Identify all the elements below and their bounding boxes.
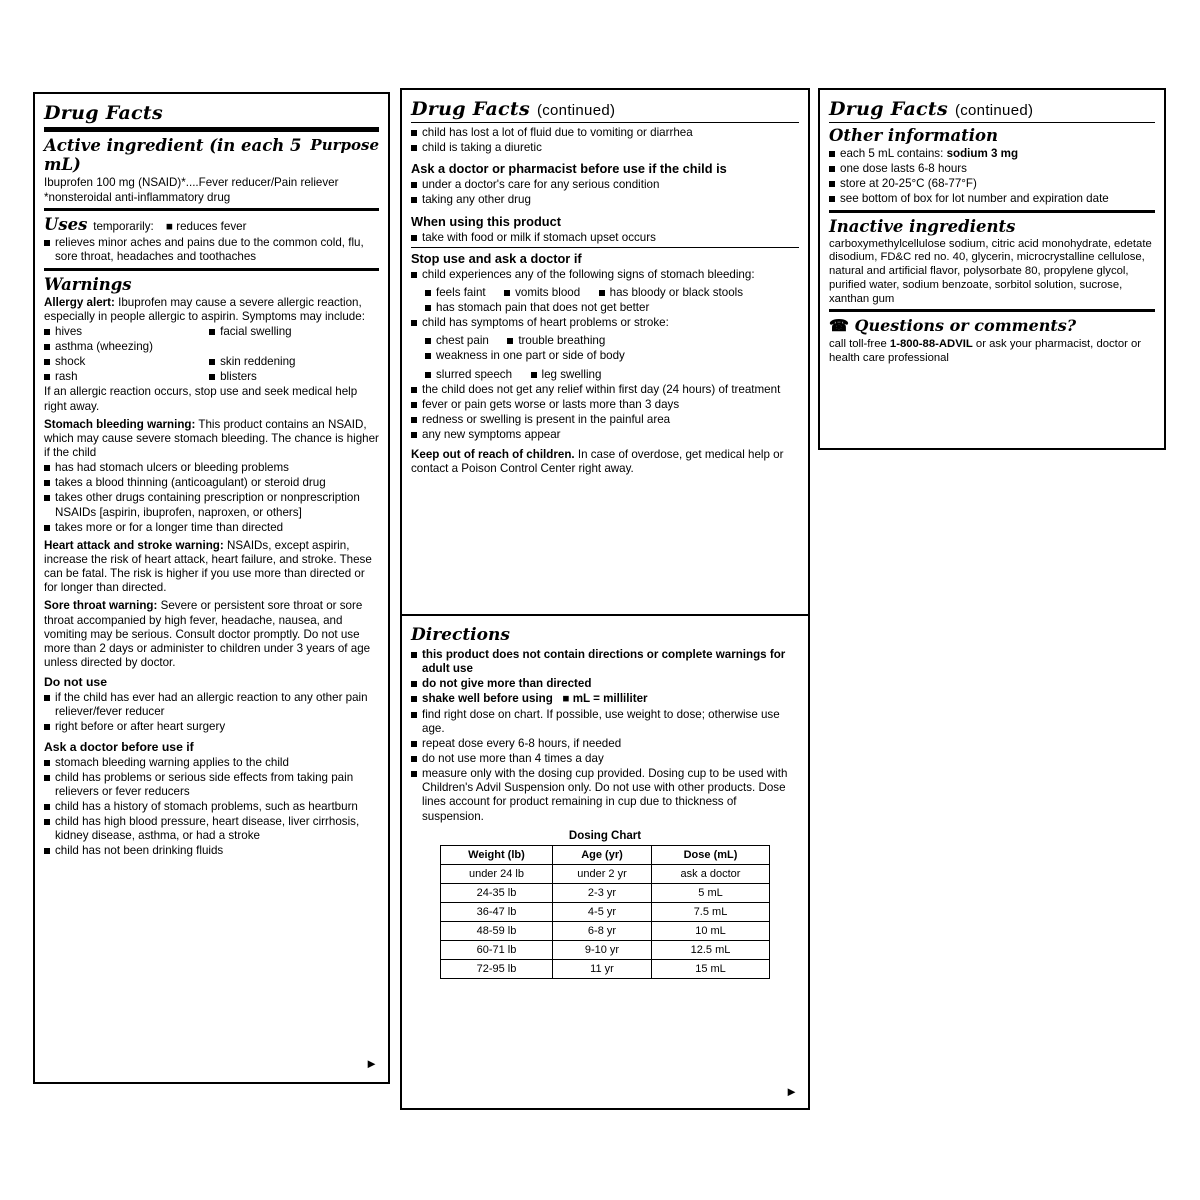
cell-age: 2-3 yr [552,883,651,902]
divider [829,210,1155,213]
allergy-alert [44,296,379,324]
divider [402,614,808,616]
cell-dose: 10 mL [652,921,770,940]
cell-dose: 5 mL [652,883,770,902]
list-item: chest pain [425,334,489,348]
cell-dose: 15 mL [652,959,770,978]
stop-use-more-list [411,383,799,443]
cell-dose: 12.5 mL [652,940,770,959]
directions-heading: Directions [411,625,510,645]
ask-doctor-heading: Ask a doctor before use if [44,739,194,754]
dosing-chart-title: Dosing Chart [568,829,642,842]
list-item: take with food or milk if stomach upset occurs [411,231,799,245]
when-using-list [411,231,799,245]
cell-weight: under 24 lb [441,864,553,883]
cell-age: 11 yr [552,959,651,978]
continue-arrow-icon: ► [365,1056,378,1071]
drug-facts-panel-2 [400,88,810,1110]
list-item: this product does not contain directions or complete warnings for adult use [411,648,799,676]
questions-text: call toll-free 1-800-88-ADVIL or ask your pharmacist, doctor or health care professional [829,338,1142,365]
divider [829,309,1155,312]
heart-signs-lead-list [411,316,799,330]
table-row [441,959,770,978]
column-header-age: Age (yr) [552,845,651,864]
list-item: find right dose on chart. If possible, use weight to dose; otherwise use age. [411,708,799,736]
list-item: store at 20-25°C (68-77°F) [829,177,1155,191]
stop-use-list [411,268,799,282]
list-item: weakness in one part or side of body [425,349,799,363]
list-item: leg swelling [531,368,602,382]
list-item: do not use more than 4 times a day [411,752,799,766]
when-using-heading: When using this product [411,213,561,229]
purpose-heading: Purpose [310,136,379,154]
other-information-list [829,147,1155,207]
panel2-title: Drug Facts (continued) [411,98,616,120]
list-item: each 5 mL contains: sodium 3 mg [829,147,1155,161]
cell-dose: ask a doctor [652,864,770,883]
allergy-symptoms-list [44,325,379,386]
allergy-followup: If an allergic reaction occurs, stop use and seek medical help right away. [44,385,358,413]
list-item: relieves minor aches and pains due to the common cold, flu, sore throat, headaches and toothaches [44,236,379,264]
divider [44,208,379,211]
sore-throat-warning: Sore throat warning: Severe or persistent sore throat or sore throat accompanied by high fever, headache, nausea, and vomiting may be serious. Consult doctor promptly. Do not use more than 2 days or administer to children under 3 years of age unless directed by doctor. [44,599,371,669]
cell-age: 9-10 yr [552,940,651,959]
list-item: measure only with the dosing cup provided. Dosing cup to be used with Children's Advil Suspension only. Do not use with other products. Dose lines account for product remaining in cup due to thickness of suspension. [411,767,799,824]
ask-pharmacist-list [411,178,799,207]
list-item: child is taking a diuretic [411,141,799,155]
list-item: slurred speech [425,368,512,382]
panel3-continued: (continued) [954,102,1034,119]
list-item: repeat dose every 6-8 hours, if needed [411,737,799,751]
divider [44,268,379,271]
list-item: stomach bleeding warning applies to the child [44,756,379,770]
active-ingredient-line: Ibuprofen 100 mg (NSAID)*....Fever reducer/Pain reliever [44,176,339,189]
list-item: trouble breathing [507,334,605,348]
active-ingredient-footnote: *nonsteroidal anti-inflammatory drug [44,191,231,205]
cell-weight: 24-35 lb [441,883,553,902]
ask-pharmacist-heading: Ask a doctor or pharmacist before use if the child is [411,161,727,177]
list-item: feels faint [425,286,486,300]
stop-use-heading: Stop use and ask a doctor if [411,250,582,266]
cell-age: 6-8 yr [552,921,651,940]
list-item: shock [44,355,209,369]
sodium-value: sodium 3 mg [946,147,1019,160]
heart-signs-list-2 [425,349,799,363]
table-row [441,921,770,940]
uses-list [44,236,379,264]
directions-list [411,648,799,824]
uses-lead: temporarily: [93,220,154,234]
bleeding-signs-list-2 [425,301,799,315]
list-item: blisters [209,370,374,384]
cell-weight: 48-59 lb [441,921,553,940]
inactive-ingredients-text: carboxymethylcellulose sodium, citric acid monohydrate, edetate disodium, FD&C red no. 40, glycerin, microcrystalline cellulose, natural and artificial flavor, polysorbate 80, propylene glycol, purified water, sodium benzoate, sorbitol solution, sucrose, xanthan gum [829,237,1152,305]
warnings-heading: Warnings [44,274,132,294]
allergy-alert-label: Allergy alert: [44,295,115,309]
list-item: child has symptoms of heart problems or stroke: [411,316,799,330]
list-item: has bloody or black stools [599,286,743,300]
do-not-use-list [44,691,379,734]
list-item: if the child has ever had an allergic reaction to any other pain reliever/fever reducer [44,691,379,719]
divider [411,247,799,248]
panel1-title: Drug Facts [44,102,164,124]
list-item: skin reddening [209,355,374,369]
heart-signs-list-3 [425,365,799,383]
stomach-bleeding-list [44,461,379,535]
column-header-dose: Dose (mL) [652,845,770,864]
cell-weight: 72-95 lb [441,959,553,978]
list-item: has stomach pain that does not get better [425,301,799,315]
list-item: child has high blood pressure, heart disease, liver cirrhosis, kidney disease, asthma, or had a stroke [44,815,379,843]
drug-facts-panel-3 [818,88,1166,450]
list-item: taking any other drug [411,193,799,207]
cell-weight: 36-47 lb [441,902,553,921]
divider [44,127,379,132]
bleeding-signs-list [425,283,799,301]
list-item: any new symptoms appear [411,428,799,442]
continue-arrow-icon: ► [785,1084,798,1099]
list-item: has had stomach ulcers or bleeding problems [44,461,379,475]
list-item: child has a history of stomach problems, such as heartburn [44,800,379,814]
phone-icon: ☎ [829,318,849,336]
list-item: right before or after heart surgery [44,720,379,734]
uses-item-0: reduces fever [176,220,247,234]
cell-dose: 7.5 mL [652,902,770,921]
questions-heading: ☎ Questions or comments? [829,316,1077,336]
table-header-row [441,845,770,864]
ask-doctor-list [44,756,379,859]
list-item: takes more or for a longer time than directed [44,521,379,535]
toll-free-number: 1-800-88-ADVIL [889,338,973,351]
cell-age: 4-5 yr [552,902,651,921]
list-item: facial swelling [209,325,374,339]
list-item: the child does not get any relief within first day (24 hours) of treatment [411,383,799,397]
cell-age: under 2 yr [552,864,651,883]
table-row [441,883,770,902]
list-item: shake well before using ■ mL = milliliter [411,692,799,706]
drug-facts-panel-1 [33,92,390,1084]
list-item: do not give more than directed [411,677,799,691]
stomach-bleeding-warning: Stomach bleeding warning: This product contains an NSAID, which may cause severe stomach bleeding. The chance is higher if the child [44,417,379,459]
column-header-weight: Weight (lb) [441,845,553,864]
list-item: hives [44,325,209,339]
list-item: rash [44,370,209,384]
list-item: vomits blood [504,286,580,300]
list-item: child has not been drinking fluids [44,844,379,858]
cell-weight: 60-71 lb [441,940,553,959]
list-item: fever or pain gets worse or lasts more than 3 days [411,398,799,412]
list-item: takes a blood thinning (anticoagulant) or steroid drug [44,476,379,490]
list-item: redness or swelling is present in the painful area [411,413,799,427]
list-item: child experiences any of the following signs of stomach bleeding: [411,268,799,282]
divider [411,122,799,123]
table-row [441,864,770,883]
panel3-title: Drug Facts (continued) [829,98,1034,120]
list-item: takes other drugs containing prescription or nonprescription NSAIDs [aspirin, ibuprofen, naproxen, or others] [44,491,379,519]
table-row [441,940,770,959]
other-information-heading: Other information [829,126,999,145]
uses-heading: Uses temporarily: ■ reduces fever [44,215,247,235]
keep-out-of-reach: Keep out of reach of children. In case of overdose, get medical help or contact a Poison Control Center right away. [411,448,784,476]
list-item: child has lost a lot of fluid due to vomiting or diarrhea [411,126,799,140]
do-not-use-heading: Do not use [44,675,107,690]
list-item: see bottom of box for lot number and expiration date [829,192,1155,206]
allergy-alert-text: Ibuprofen may cause a severe allergic reaction, especially in people allergic to aspirin. Symptoms may include: [44,295,365,323]
list-item: under a doctor's care for any serious condition [411,178,799,192]
heart-attack-warning: Heart attack and stroke warning: NSAIDs, except aspirin, increase the risk of heart attack, heart failure, and stroke. These can be fatal. The risk is higher if you use more than directed or for longer than directed. [44,538,372,595]
dosing-chart-table [440,845,770,979]
active-ingredient-heading: Purpose Active ingredient (in each 5 mL) [44,136,379,174]
list-item: asthma (wheezing) [44,340,379,354]
list-item: child has problems or serious side effects from taking pain relievers or fever reducers [44,771,379,799]
inactive-ingredients-heading: Inactive ingredients [829,216,1016,236]
list-item: one dose lasts 6-8 hours [829,162,1155,176]
table-row [441,902,770,921]
divider [829,122,1155,123]
panel2-continued: (continued) [536,102,616,119]
ask-doctor-continued-list [411,126,799,155]
heart-signs-list [425,331,799,349]
